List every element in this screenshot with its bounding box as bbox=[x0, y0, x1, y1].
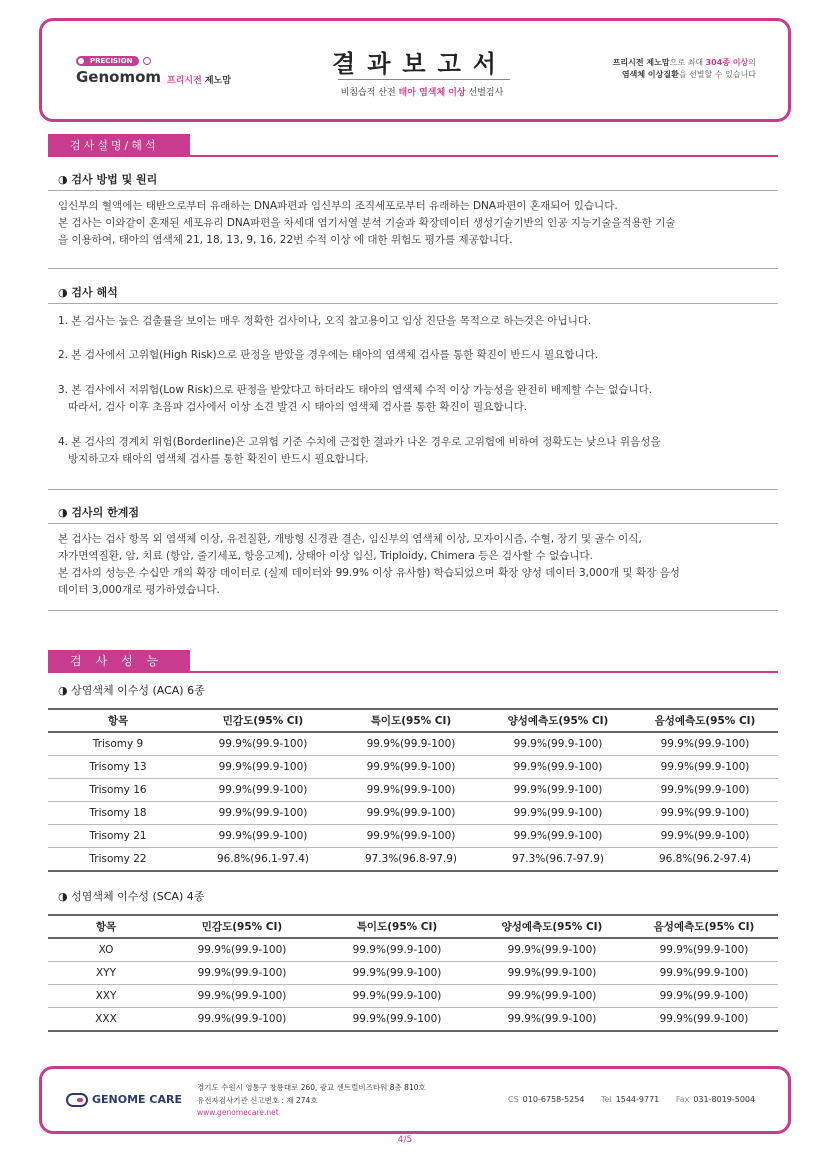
promo-text: 프리시전 제노맘으로 최대 304종 이상의 염색체 이상질환을 선별할 수 있습니다 bbox=[612, 58, 756, 79]
table-cell: 99.9%(99.9-100) bbox=[630, 938, 778, 962]
interpretation-item: 3. 본 검사에서 저위험(Low Risk)으로 판정을 받았다고 하더라도 태아의 염색체 수적 이상 가능성을 완전히 배제할 수는 없습니다. 따라서, 검사 이후 초음파 검사에서 이상 소견 발견 시 태아의 염색체 검사를 통한 확진이 필요합니다. bbox=[58, 384, 653, 413]
aca-header: 음성예측도(95% CI) bbox=[632, 709, 778, 732]
brand-subtitle: 프리시전 제노맘 bbox=[167, 76, 232, 86]
sca-header: 항목 bbox=[48, 915, 164, 938]
aca-header: 양성예측도(95% CI) bbox=[484, 709, 632, 732]
sca-caption: ◑ 성염색체 이수성 (SCA) 4종 bbox=[58, 890, 205, 903]
table-cell: XYY bbox=[48, 962, 164, 985]
page-subtitle: 비침습적 산전 태아 염색체 이상 선별검사 bbox=[340, 88, 504, 98]
table-cell: 99.9%(99.9-100) bbox=[632, 779, 778, 802]
table-cell: XXY bbox=[48, 985, 164, 1008]
table-cell: 99.9%(99.9-100) bbox=[188, 756, 338, 779]
table-cell: 99.9%(99.9-100) bbox=[338, 732, 484, 756]
divider bbox=[48, 268, 778, 269]
page-title: 결과보고서 bbox=[332, 49, 508, 78]
table-cell: 99.9%(99.9-100) bbox=[484, 756, 632, 779]
table-cell: 99.9%(99.9-100) bbox=[630, 1008, 778, 1032]
table-cell: 99.9%(99.9-100) bbox=[188, 802, 338, 825]
table-cell: 99.9%(99.9-100) bbox=[320, 938, 474, 962]
table-cell: 99.9%(99.9-100) bbox=[632, 732, 778, 756]
precision-badge: PRECISION bbox=[76, 56, 139, 66]
genome-care-icon bbox=[66, 1093, 88, 1107]
divider bbox=[48, 303, 778, 304]
table-cell: 99.9%(99.9-100) bbox=[338, 802, 484, 825]
table-cell: 99.9%(99.9-100) bbox=[484, 779, 632, 802]
divider bbox=[48, 190, 778, 191]
table-cell: Trisomy 16 bbox=[48, 779, 188, 802]
company-logo: GENOME CARE bbox=[66, 1093, 182, 1107]
table-cell: 99.9%(99.9-100) bbox=[484, 802, 632, 825]
contact-info: CS 010-6758-5254 Tel 1544-9771 Fax 031-8019-5004 bbox=[508, 1095, 756, 1104]
table-row bbox=[48, 985, 778, 1008]
table-cell: 96.8%(96.1-97.4) bbox=[188, 848, 338, 872]
table-row bbox=[48, 825, 778, 848]
table-cell: 97.3%(96.7-97.9) bbox=[484, 848, 632, 872]
aca-header: 특이도(95% CI) bbox=[338, 709, 484, 732]
table-cell: 99.9%(99.9-100) bbox=[484, 825, 632, 848]
table-row bbox=[48, 962, 778, 985]
table-row bbox=[48, 802, 778, 825]
table-cell: 99.9%(99.9-100) bbox=[164, 938, 320, 962]
cs-number: 010-6758-5254 bbox=[522, 1095, 585, 1104]
interpretation-item: 2. 본 검사에서 고위험(High Risk)으로 판정을 받았을 경우에는 태아의 염색체 검사를 통한 확진이 반드시 필요합니다. bbox=[58, 349, 599, 361]
table-cell: 99.9%(99.9-100) bbox=[474, 1008, 630, 1032]
table-cell: 99.9%(99.9-100) bbox=[630, 985, 778, 1008]
method-text: 임신부의 혈액에는 태반으로부터 유래하는 DNA파편과 임신부의 조직세포로부터 유래하는 DNA파편이 혼재되어 있습니다. 본 검사는 이와같이 혼재된 세포유리 DNA파편을 차세대 염기서열 분석 기술과 확장데이터 생성기술기반의 인공 지능기술을적용한 기술 을 이용하여, 태아의 염색체 21, 18, 13, 9, 16, 22번 수적 이상 에 대한 위험도 평가를 제공합니다. bbox=[58, 200, 676, 246]
aca-caption: ◑ 상염색체 이수성 (ACA) 6종 bbox=[58, 684, 205, 697]
interpretation-heading: ◑ 검사 해석 bbox=[58, 286, 118, 299]
aca-header: 민감도(95% CI) bbox=[188, 709, 338, 732]
tel-number: 1544-9771 bbox=[615, 1095, 660, 1104]
table-row bbox=[48, 779, 778, 802]
table-cell: 99.9%(99.9-100) bbox=[474, 962, 630, 985]
divider bbox=[48, 523, 778, 524]
badge-dot-icon bbox=[78, 58, 84, 64]
table-cell: 99.9%(99.9-100) bbox=[632, 756, 778, 779]
table-cell: 99.9%(99.9-100) bbox=[474, 985, 630, 1008]
table-row bbox=[48, 756, 778, 779]
table-cell: 99.9%(99.9-100) bbox=[164, 1008, 320, 1032]
table-cell: 99.9%(99.9-100) bbox=[320, 1008, 474, 1032]
table-cell: Trisomy 21 bbox=[48, 825, 188, 848]
table-cell: 96.8%(96.2-97.4) bbox=[632, 848, 778, 872]
divider bbox=[48, 610, 778, 611]
table-cell: 97.3%(96.8-97.9) bbox=[338, 848, 484, 872]
section-underline bbox=[190, 155, 778, 157]
table-cell: Trisomy 9 bbox=[48, 732, 188, 756]
sca-table bbox=[48, 914, 778, 1032]
table-cell: 99.9%(99.9-100) bbox=[632, 802, 778, 825]
website-link[interactable]: www.genomecare.net bbox=[197, 1108, 279, 1117]
limits-text: 본 검사는 검사 항목 외 염색체 이상, 유전질환, 개방형 신경관 결손, 임신부의 염색체 이상, 모자이시즘, 수혈, 장기 및 골수 이식, 자가면역질환, 암, 치료 (항암, 줄기세포, 항응고제), 상태아 이상 임신, Triploidy, Chimera 등은 검사할 수 없습니다. 본 검사의 성능은 수십만 개의 확장 데이터로 (실제 데이터와 99.9% 이상 유사함) 학습되었으며 확장 양성 데이터 3,000개 및 확장 음성 데이터 3,000개로 평가하였습니다. bbox=[58, 533, 680, 596]
table-cell: Trisomy 13 bbox=[48, 756, 188, 779]
table-cell: Trisomy 22 bbox=[48, 848, 188, 872]
table-cell: 99.9%(99.9-100) bbox=[188, 779, 338, 802]
fax-number: 031-8019-5004 bbox=[693, 1095, 756, 1104]
table-cell: 99.9%(99.9-100) bbox=[188, 825, 338, 848]
table-cell: 99.9%(99.9-100) bbox=[188, 732, 338, 756]
table-cell: 99.9%(99.9-100) bbox=[632, 825, 778, 848]
sca-header: 민감도(95% CI) bbox=[164, 915, 320, 938]
sca-header: 양성예측도(95% CI) bbox=[474, 915, 630, 938]
table-cell: 99.9%(99.9-100) bbox=[164, 962, 320, 985]
limits-heading: ◑ 검사의 한계점 bbox=[58, 506, 140, 519]
table-cell: 99.9%(99.9-100) bbox=[338, 779, 484, 802]
brand-logo: Genomom bbox=[76, 68, 162, 86]
table-cell: 99.9%(99.9-100) bbox=[320, 985, 474, 1008]
table-cell: 99.9%(99.9-100) bbox=[164, 985, 320, 1008]
interpretation-item: 4. 본 검사의 경계치 위험(Borderline)은 고위험 기준 수치에 근접한 결과가 나온 경우로 고위험에 비하여 정확도는 낮으나 위음성을 방지하고자 태아의 염색체 검사를 통한 확진이 반드시 필요합니다. bbox=[58, 436, 661, 465]
table-cell: 99.9%(99.9-100) bbox=[338, 756, 484, 779]
table-cell: 99.9%(99.9-100) bbox=[630, 962, 778, 985]
table-row bbox=[48, 848, 778, 872]
table-cell: XO bbox=[48, 938, 164, 962]
section-underline bbox=[190, 671, 778, 673]
company-address: 경기도 수원시 영통구 창룡대로 260, 광교 센트럴비즈타워 8층 810호 유전자검사기관 신고번호 : 제 274호 www.genomecare.net bbox=[197, 1082, 426, 1120]
badge-ring-icon bbox=[143, 57, 151, 65]
divider bbox=[48, 489, 778, 490]
table-cell: XXX bbox=[48, 1008, 164, 1032]
table-row bbox=[48, 938, 778, 962]
title-divider bbox=[338, 79, 510, 80]
table-row bbox=[48, 732, 778, 756]
aca-table bbox=[48, 708, 778, 872]
table-cell: Trisomy 18 bbox=[48, 802, 188, 825]
section-title-explanation: 검사설명/해석 bbox=[48, 134, 190, 157]
section-title-performance: 검사성능 bbox=[48, 650, 190, 673]
table-cell: 99.9%(99.9-100) bbox=[320, 962, 474, 985]
method-heading: ◑ 검사 방법 및 원리 bbox=[58, 173, 158, 186]
aca-header: 항목 bbox=[48, 709, 188, 732]
page-number: 4/5 bbox=[397, 1135, 413, 1145]
interpretation-item: 1. 본 검사는 높은 검출률을 보이는 매우 정확한 검사이나, 오직 참고용이고 임상 진단을 목적으로 하는것은 아닙니다. bbox=[58, 315, 592, 327]
table-cell: 99.9%(99.9-100) bbox=[474, 938, 630, 962]
table-row bbox=[48, 1008, 778, 1032]
sca-header: 특이도(95% CI) bbox=[320, 915, 474, 938]
sca-header: 음성예측도(95% CI) bbox=[630, 915, 778, 938]
table-cell: 99.9%(99.9-100) bbox=[338, 825, 484, 848]
table-cell: 99.9%(99.9-100) bbox=[484, 732, 632, 756]
